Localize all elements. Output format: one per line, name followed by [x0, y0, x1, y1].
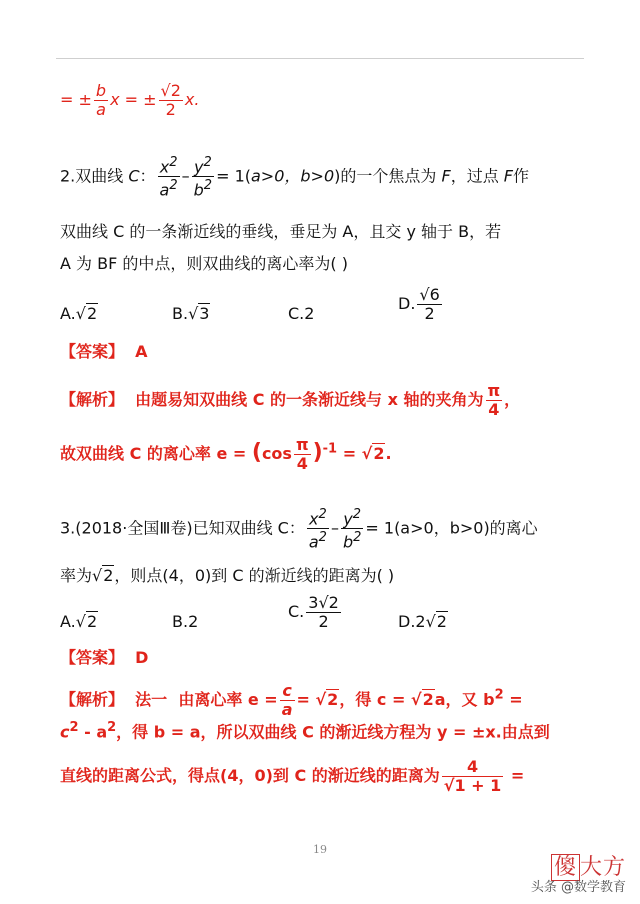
text: x.: [184, 90, 200, 109]
q3-option-a: A.√2: [60, 612, 98, 631]
text: a>0，b>0: [251, 166, 335, 186]
q2-analysis-line2: 故双曲线 C 的离心率 e = (cos $\frac{\pi}{4}$ )$^{-1}$ = √2.: [60, 435, 392, 473]
watermark-text: 头条 @数学教育: [530, 880, 626, 895]
text: 作: [512, 166, 529, 186]
q2-option-d: D. $\frac{√6}{2}$: [398, 285, 440, 323]
q3-line2: 率为√2，则点(4，0)到 C 的渐近线的距离为( ): [60, 566, 395, 585]
q2-analysis-line1: 【解析】 由题易知双曲线 C 的一条渐近线与 x 轴的夹角为 $\frac{\pi}{4}$ ，: [60, 381, 521, 419]
text: –: [181, 166, 190, 186]
text: C: [128, 166, 140, 186]
watermark-logo: 傻 大方: [551, 850, 626, 881]
q2-line3: A 为 BF 的中点，则双曲线的离心率为( ): [60, 254, 348, 273]
text: 2.双曲线: [60, 166, 129, 186]
header-rule: [56, 58, 584, 59]
text: )的一个焦点为: [334, 166, 442, 186]
q2-line2: 双曲线 C 的一条渐近线的垂线，垂足为 A，且交 y 轴于 B，若: [60, 222, 502, 241]
frac-num: b: [95, 81, 107, 100]
continuation-formula: = ± $\frac{b}{a}$ x = ± $\frac{√2}{2}$ x.: [60, 81, 200, 119]
q3-analysis-line3: 直线的距离公式，得点(4，0)到 C 的渐近线的距离为 $\frac{4}{√1 + 1}$ =: [60, 757, 525, 795]
q3-option-d: D.2√2: [398, 612, 447, 631]
frac-den: a: [94, 100, 108, 119]
text: x = ±: [110, 90, 157, 109]
text: F: [503, 166, 513, 186]
q3-answer: 【答案】 D: [60, 648, 149, 667]
page-number: 19: [313, 843, 327, 856]
q3-analysis-line1: 【解析】 法一 由离心率 e = $\frac{c}{a}$ = √2，得 c = √2a，又 $b^2$ =: [60, 681, 523, 719]
text: = 1(: [216, 166, 251, 186]
q2-option-a: A.√2: [60, 304, 98, 323]
frac-den: 2: [159, 100, 183, 119]
q2-option-c: C.2: [288, 304, 315, 323]
q2-line1: 2.双曲线 C： $\frac{x^2}{a^2}$ – $\frac{y^2}{b^2}$ = 1(a>0，b>0)的一个焦点为 F，过点 F作: [60, 155, 529, 200]
q2-answer: 【答案】 A: [60, 342, 148, 361]
text: F: [441, 166, 451, 186]
q3-analysis-line2: $c^2 - a^2$，得 b = a，所以双曲线 C 的渐近线方程为 y = ±x.由点到: [60, 720, 550, 742]
text: = ±: [60, 90, 92, 109]
q2-option-b: B.√3: [172, 304, 210, 323]
q3-option-c: C. $\frac{3√2}{2}$: [288, 593, 339, 631]
q3-line1: 3.(2018·全国Ⅲ卷)已知双曲线 C： $\frac{x^2}{a^2}$ – $\frac{y^2}{b^2}$ = 1(a>0，b>0)的离心: [60, 507, 538, 552]
q3-option-b: B.2: [172, 612, 199, 631]
radicand: 2: [170, 81, 181, 100]
text: ：: [139, 166, 156, 186]
text: ，过点: [450, 166, 504, 186]
